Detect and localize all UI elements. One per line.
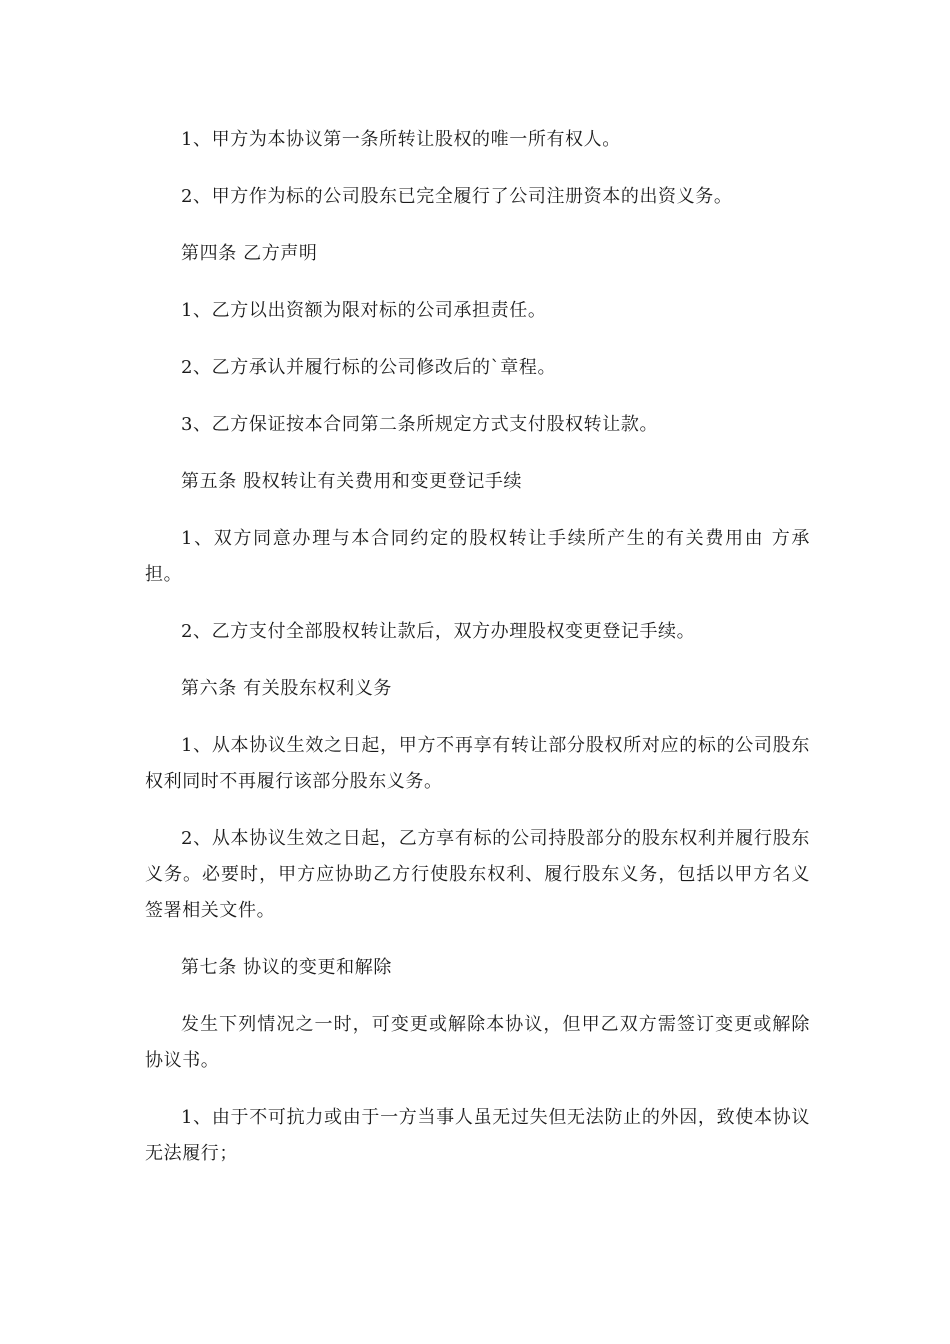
clause-item: 1、双方同意办理与本合同约定的股权转让手续所产生的有关费用由 方承担。 (145, 528, 810, 585)
clause-item: 2、甲方作为标的公司股东已完全履行了公司注册资本的出资义务。 (181, 186, 733, 207)
clause-item: 1、从本协议生效之日起，甲方不再享有转让部分股权所对应的标的公司股东权利同时不再履行该部分股东义务。 (145, 735, 810, 792)
clause-item: 3、乙方保证按本合同第二条所规定方式支付股权转让款。 (181, 414, 659, 435)
document-body (145, 122, 810, 1193)
article-heading: 第七条 协议的变更和解除 (181, 957, 392, 978)
article-heading: 第四条 乙方声明 (181, 243, 318, 264)
clause-item: 1、乙方以出资额为限对标的公司承担责任。 (181, 300, 547, 321)
clause-item: 2、乙方承认并履行标的公司修改后的`章程。 (181, 357, 557, 378)
clause-item: 1、由于不可抗力或由于一方当事人虽无过失但无法防止的外因，致使本协议无法履行； (145, 1107, 810, 1164)
clause-item: 2、乙方支付全部股权转让款后，双方办理股权变更登记手续。 (181, 621, 696, 642)
article-heading: 第五条 股权转让有关费用和变更登记手续 (181, 471, 523, 492)
article-heading: 第六条 有关股东权利义务 (181, 678, 392, 699)
clause-item: 2、从本协议生效之日起，乙方享有标的公司持股部分的股东权利并履行股东义务。必要时，甲方应协助乙方行使股东权利、履行股东义务，包括以甲方名义签署相关文件。 (145, 828, 810, 921)
clause-item: 1、甲方为本协议第一条所转让股权的唯一所有权人。 (181, 129, 621, 150)
clause-intro: 发生下列情况之一时，可变更或解除本协议，但甲乙双方需签订变更或解除协议书。 (145, 1014, 810, 1071)
